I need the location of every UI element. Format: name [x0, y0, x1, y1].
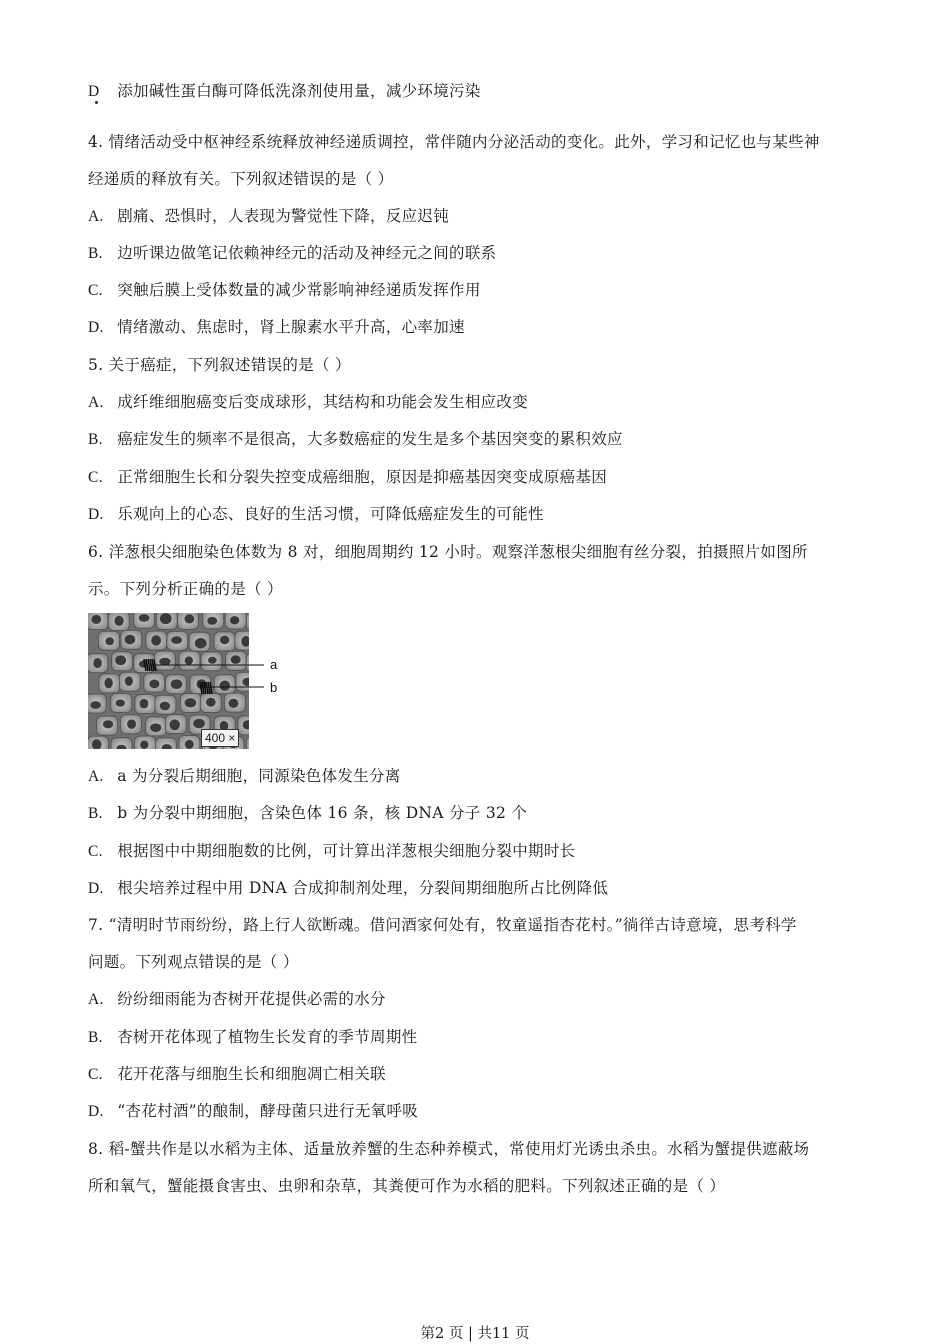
q6-option-a — [88, 765, 890, 788]
option-text: 突触后膜上受体数量的减少常影响神经递质发挥作用 — [117, 281, 481, 299]
cell-nucleus — [230, 616, 239, 624]
cell-nucleus — [171, 636, 182, 644]
option-key: B. — [88, 245, 103, 262]
cell-nucleus — [206, 698, 216, 707]
cell-nucleus — [160, 613, 172, 624]
cell-nucleus — [150, 723, 161, 732]
cell-nucleus — [90, 701, 101, 709]
cell-nucleus — [185, 698, 197, 707]
cell-nucleus — [139, 614, 150, 622]
page-footer: 第2 页 | 共11 页 — [420, 1326, 530, 1342]
cell-nucleus — [115, 655, 126, 665]
q5-option-d — [88, 503, 890, 526]
cell-nucleus — [140, 699, 149, 709]
q8-stem-line2: 所和氧气，蟹能摄食害虫、虫卵和杂草，其粪便可作为水稻的肥料。下列叙述正确的是（ ） — [88, 1177, 726, 1195]
cell — [246, 613, 249, 631]
option-text: 情绪激动、焦虑时，肾上腺素水平升高，心率加速 — [117, 318, 465, 336]
cell-nucleus — [125, 635, 136, 645]
q6-stem-line2: 示。下列分析正确的是（ ） — [88, 580, 283, 598]
option-key: D. — [88, 880, 104, 897]
cell-nucleus — [105, 637, 114, 645]
cell-nucleus — [103, 720, 113, 728]
q7-option-d — [88, 1100, 890, 1123]
q6-option-c — [88, 840, 890, 863]
option-text: 边听课边做笔记依赖神经元的活动及神经元之间的联系 — [117, 244, 497, 262]
option-key: D. — [88, 1103, 104, 1120]
q5-option-b — [88, 428, 890, 451]
option-text: b 为分裂中期细胞，含染色体 16 条，核 DNA 分子 32 个 — [117, 804, 528, 822]
q3-option-d — [88, 80, 890, 103]
q7-option-b — [88, 1026, 890, 1049]
q5-stem-line1: 5. 关于癌症，下列叙述错误的是（ ） — [88, 356, 351, 374]
cell-nucleus — [91, 615, 101, 624]
magnification-label: 400 × — [201, 729, 239, 747]
q7-option-a — [88, 988, 890, 1011]
q5-option-c — [88, 466, 890, 489]
option-key: B. — [88, 805, 103, 822]
option-text: 正常细胞生长和分裂失控变成癌细胞，原因是抑癌基因突变成原癌基因 — [117, 468, 608, 486]
q4-option-b — [88, 242, 890, 265]
cell-nucleus — [185, 614, 195, 623]
figure-label-a: a — [270, 657, 278, 672]
option-text: 添加碱性蛋白酶可降低洗涤剂使用量，减少环境污染 — [117, 82, 481, 100]
option-text: 根据图中中期细胞数的比例，可计算出洋葱根尖细胞分裂中期时长 — [117, 842, 576, 860]
option-key: C. — [88, 1066, 103, 1083]
option-key: B. — [88, 1029, 103, 1046]
option-key: D — [88, 83, 100, 100]
cell-nucleus — [115, 616, 124, 626]
option-key: A. — [88, 991, 104, 1008]
q7-option-c — [88, 1063, 890, 1086]
stray-dot — [95, 101, 98, 104]
option-text: a 为分裂后期细胞，同源染色体发生分离 — [117, 767, 401, 785]
figure-label-b: b — [270, 680, 278, 695]
q4-option-d — [88, 316, 890, 339]
figure-leader-lines — [150, 655, 270, 695]
q7-stem-line2: 问题。下列观点错误的是（ ） — [88, 953, 299, 971]
cell-nucleus — [140, 741, 148, 749]
cell-nucleus — [127, 719, 136, 729]
option-key: C. — [88, 469, 103, 486]
q5-option-a — [88, 391, 890, 414]
cell-nucleus — [93, 658, 102, 668]
q8-stem-line1: 8. 稻-蟹共作是以水稻为主体、适量放养蟹的生态种养模式，常使用灯光诱虫杀虫。水稻为蟹提供遮蔽场 — [88, 1140, 810, 1158]
option-key: C. — [88, 843, 103, 860]
cell-nucleus — [125, 676, 133, 685]
q4-option-c — [88, 279, 890, 302]
cell-nucleus — [116, 700, 125, 707]
q4-stem-line1: 4. 情绪活动受中枢神经系统释放神经递质调控，常伴随内分泌活动的变化。此外，学习和记忆也与某些神 — [88, 133, 820, 151]
option-text: “杏花村酒”的酿制，酵母菌只进行无氧呼吸 — [117, 1102, 419, 1120]
option-text: 乐观向上的心态、良好的生活习惯，可降低癌症发生的可能性 — [117, 505, 544, 523]
option-key: B. — [88, 431, 103, 448]
cell-nucleus — [185, 740, 194, 749]
option-key: C. — [88, 282, 103, 299]
q6-option-b — [88, 802, 890, 825]
option-text: 成纤维细胞癌变后变成球形，其结构和功能会发生相应改变 — [117, 393, 529, 411]
option-text: 杏树开花体现了植物生长发育的季节周期性 — [117, 1028, 418, 1046]
option-key: A. — [88, 208, 104, 225]
q4-stem-line2: 经递质的释放有关。下列叙述错误的是（ ） — [88, 170, 394, 188]
cell-nucleus — [220, 636, 229, 644]
option-text: 花开花落与细胞生长和细胞凋亡相关联 — [117, 1065, 386, 1083]
cell-nucleus — [193, 719, 205, 728]
option-text: 剧痛、恐惧时，人表现为警觉性下降，反应迟钝 — [117, 207, 450, 225]
cell-nucleus — [229, 699, 239, 708]
cell-nucleus — [170, 719, 180, 730]
cell-nucleus — [207, 617, 217, 625]
cell-nucleus — [195, 638, 207, 648]
option-key: D. — [88, 319, 104, 336]
q6-stem-line1: 6. 洋葱根尖细胞染色体数为 8 对，细胞周期约 12 小时。观察洋葱根尖细胞有丝分裂，拍摄照片如图所 — [88, 543, 808, 561]
cell-nucleus — [151, 635, 161, 645]
option-text: 根尖培养过程中用 DNA 合成抑制剂处理，分裂间期细胞所占比例降低 — [117, 879, 609, 897]
cell-nucleus — [160, 702, 170, 711]
option-text: 纷纷细雨能为杏树开花提供必需的水分 — [117, 990, 386, 1008]
q6-option-d — [88, 877, 890, 900]
q4-option-a — [88, 205, 890, 228]
q7-stem-line1: 7. “清明时节雨纷纷，路上行人欲断魂。借问酒家何处有，牧童遥指杏花村。”徜徉古诗意境，思考科学 — [88, 916, 797, 934]
cell-nucleus — [105, 678, 113, 689]
option-key: A. — [88, 394, 104, 411]
option-key: D. — [88, 506, 104, 523]
option-key: A. — [88, 768, 104, 785]
option-text: 癌症发生的频率不是很高，大多数癌症的发生是多个基因突变的累积效应 — [117, 430, 623, 448]
